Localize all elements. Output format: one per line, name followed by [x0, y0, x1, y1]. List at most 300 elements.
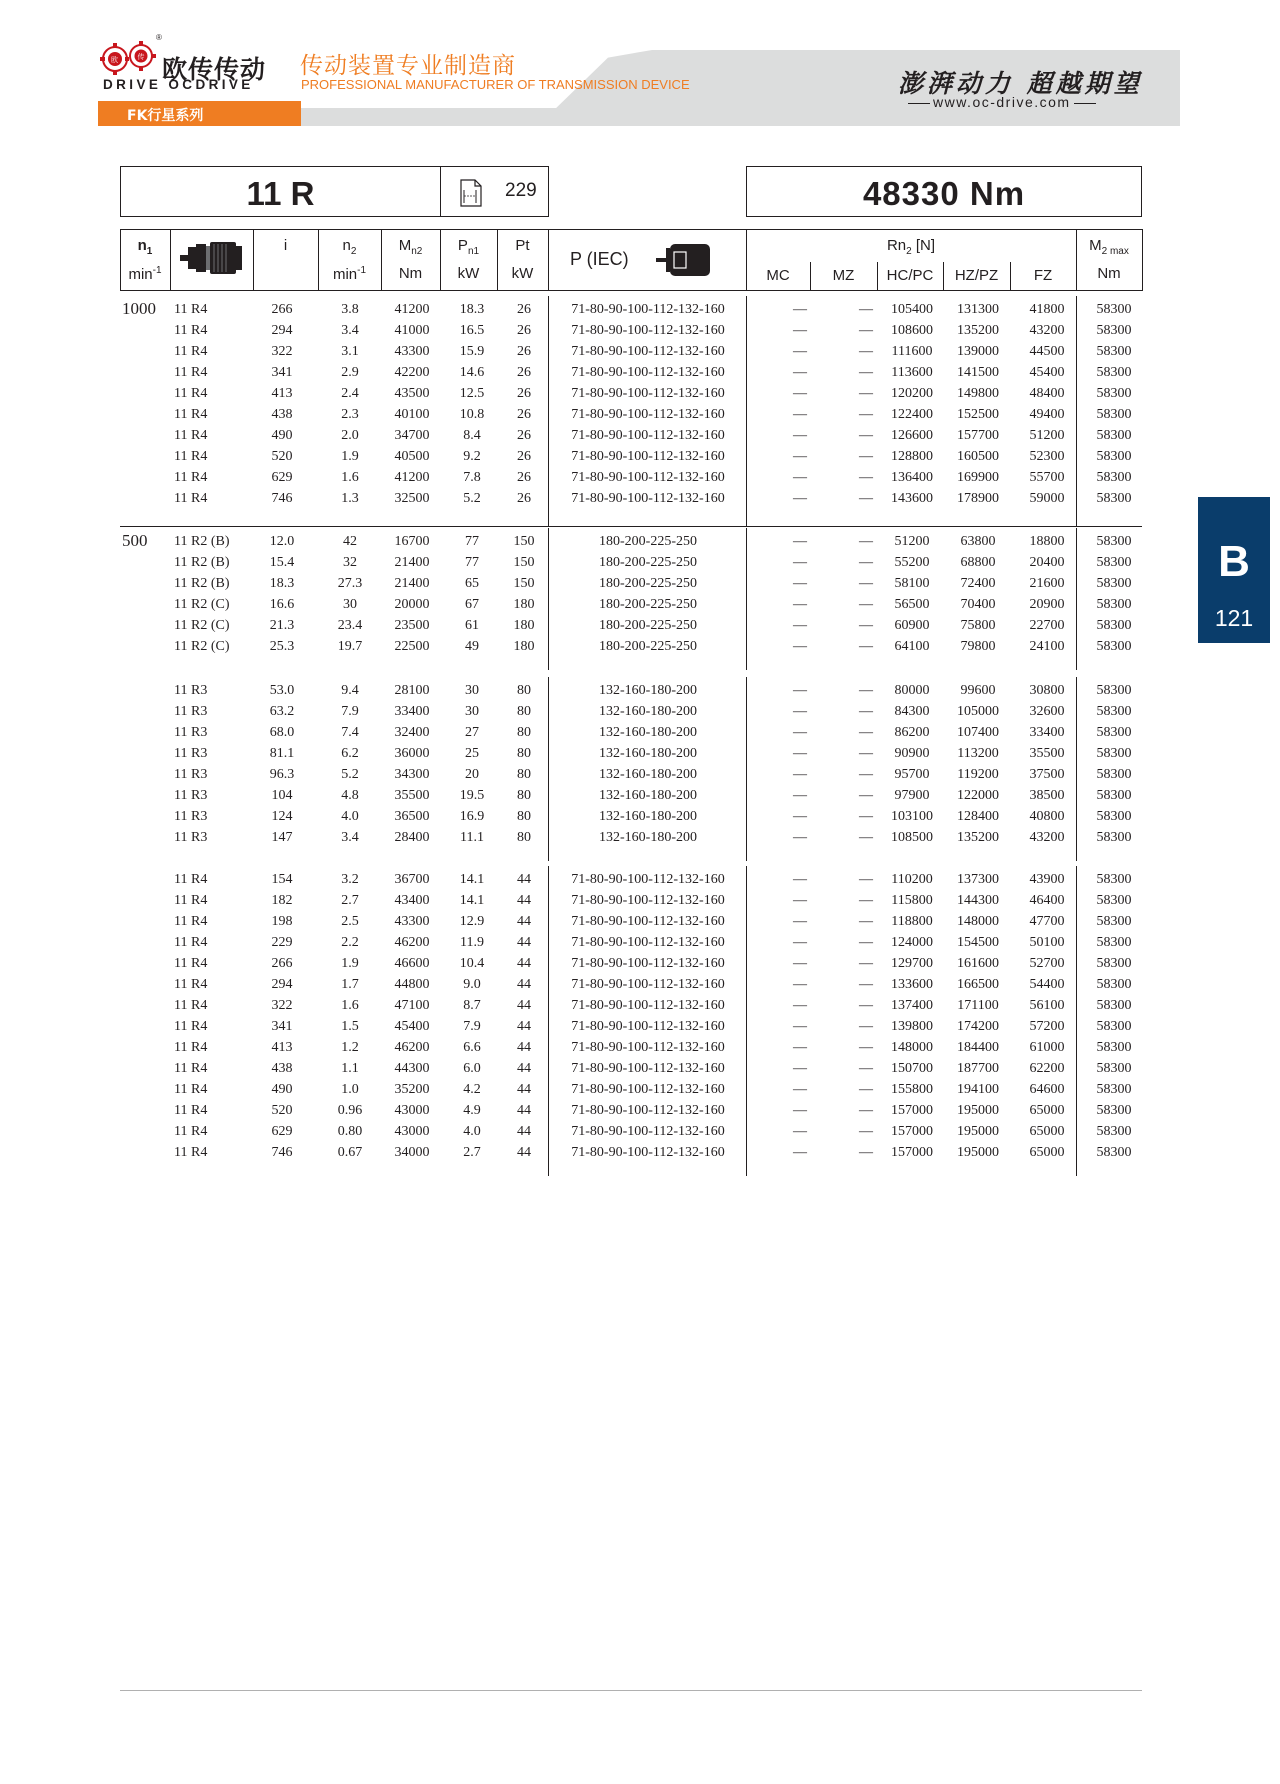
table-cell: 11 R4	[174, 1124, 208, 1139]
table-cell: 11 R4	[174, 470, 208, 485]
table-cell: 124	[271, 809, 293, 824]
table-cell: 629	[271, 1124, 293, 1139]
table-cell: 413	[271, 1040, 293, 1055]
table-cell: 24100	[1029, 639, 1065, 654]
table-cell: 16.9	[459, 809, 485, 824]
body-col-rule	[1076, 528, 1077, 670]
table-cell: 11 R4	[174, 323, 208, 338]
table-cell: 71-80-90-100-112-132-160	[571, 1061, 725, 1076]
table-cell: 71-80-90-100-112-132-160	[571, 1124, 725, 1139]
table-cell: 7.9	[341, 704, 359, 719]
table-cell: 12.9	[459, 914, 485, 929]
group-separator	[120, 526, 1142, 527]
table-cell: 20900	[1029, 597, 1065, 612]
table-cell: 1.6	[341, 470, 359, 485]
col-rule	[548, 229, 549, 291]
table-cell: 77	[465, 555, 479, 570]
table-cell: 11 R3	[174, 830, 208, 845]
table-cell: 11 R2 (B)	[174, 555, 230, 570]
table-row	[0, 1143, 1280, 1164]
table-cell: 154500	[957, 935, 999, 950]
table-cell: 58300	[1096, 893, 1132, 908]
table-cell: —	[793, 344, 807, 359]
table-cell: 80	[517, 725, 531, 740]
table-cell: 71-80-90-100-112-132-160	[571, 1019, 725, 1034]
table-cell: —	[793, 1145, 807, 1160]
table-cell: 71-80-90-100-112-132-160	[571, 977, 725, 992]
table-cell: 322	[271, 998, 293, 1013]
table-cell: 11 R4	[174, 893, 208, 908]
table-cell: 147	[271, 830, 293, 845]
table-cell: 11 R4	[174, 407, 208, 422]
table-cell: 135200	[957, 323, 999, 338]
table-cell: 2.4	[341, 386, 359, 401]
table-cell: 139800	[891, 1019, 933, 1034]
table-cell: —	[859, 470, 873, 485]
col-n1	[120, 237, 170, 257]
table-row	[0, 912, 1280, 933]
table-cell: 154	[271, 872, 293, 887]
table-cell: —	[793, 576, 807, 591]
table-cell: 65000	[1029, 1124, 1065, 1139]
table-row	[0, 616, 1280, 637]
table-cell: 413	[271, 386, 293, 401]
table-cell: 44	[517, 1124, 531, 1139]
table-cell: 71-80-90-100-112-132-160	[571, 470, 725, 485]
table-cell: 28400	[394, 830, 430, 845]
table-cell: 21400	[394, 555, 430, 570]
table-cell: 103100	[891, 809, 933, 824]
table-cell: 180	[513, 597, 535, 612]
table-cell: 341	[271, 365, 293, 380]
table-cell: 11 R4	[174, 914, 208, 929]
table-cell: 44	[517, 935, 531, 950]
table-cell: 490	[271, 428, 293, 443]
table-cell: 80	[517, 683, 531, 698]
col-m2max-sub: 2 max	[1101, 246, 1129, 257]
table-cell: 35500	[394, 788, 430, 803]
table-cell: 132-160-180-200	[599, 767, 697, 782]
table-cell: 2.5	[341, 914, 359, 929]
table-cell: —	[793, 386, 807, 401]
table-cell: —	[793, 683, 807, 698]
table-cell: 58300	[1096, 1103, 1132, 1118]
table-cell: 4.0	[341, 809, 359, 824]
table-cell: 67	[465, 597, 479, 612]
table-cell: 58100	[894, 576, 930, 591]
table-cell: 157000	[891, 1103, 933, 1118]
col-n2-unit-text: min	[332, 266, 358, 283]
table-cell: 161600	[957, 956, 999, 971]
body-col-rule	[746, 866, 747, 1176]
table-cell: 152500	[957, 407, 999, 422]
svg-text:欧: 欧	[111, 56, 118, 64]
table-cell: 0.67	[337, 1145, 363, 1160]
table-cell: 126600	[891, 428, 933, 443]
table-cell: 80	[517, 809, 531, 824]
table-cell: 71-80-90-100-112-132-160	[571, 1082, 725, 1097]
table-cell: 135200	[957, 830, 999, 845]
table-cell: 438	[271, 1061, 293, 1076]
table-cell: 45400	[1029, 365, 1065, 380]
table-cell: 11 R2 (C)	[174, 639, 230, 654]
table-cell: 629	[271, 470, 293, 485]
col-pn1-sub: n1	[467, 246, 480, 257]
table-cell: 63.2	[269, 704, 295, 719]
table-cell: 11 R2 (B)	[174, 534, 230, 549]
table-cell: 44	[517, 1061, 531, 1076]
table-cell: —	[859, 809, 873, 824]
table-cell: 71-80-90-100-112-132-160	[571, 407, 725, 422]
table-row	[0, 1017, 1280, 1038]
table-cell: —	[793, 704, 807, 719]
table-cell: 27	[465, 725, 479, 740]
table-cell: —	[859, 830, 873, 845]
table-cell: 229	[271, 935, 293, 950]
table-cell: 16.6	[269, 597, 295, 612]
table-cell: 49400	[1029, 407, 1065, 422]
table-cell: 35200	[394, 1082, 430, 1097]
table-cell: 111600	[891, 344, 933, 359]
table-cell: 63800	[960, 534, 996, 549]
table-cell: 141500	[957, 365, 999, 380]
table-row	[0, 342, 1280, 363]
table-cell: 438	[271, 407, 293, 422]
svg-text:传: 传	[137, 53, 145, 61]
table-cell: 149800	[957, 386, 999, 401]
table-cell: 7.9	[463, 1019, 481, 1034]
col-m2max	[1076, 237, 1142, 257]
website-left-rule	[908, 103, 930, 104]
table-cell: 11 R4	[174, 491, 208, 506]
table-cell: 58300	[1096, 956, 1132, 971]
table-cell: —	[793, 998, 807, 1013]
table-cell: —	[859, 597, 873, 612]
table-row	[0, 681, 1280, 702]
table-cell: 80	[517, 788, 531, 803]
table-cell: 11 R4	[174, 956, 208, 971]
table-row	[0, 1122, 1280, 1143]
table-cell: 3.2	[341, 872, 359, 887]
table-cell: 120200	[891, 386, 933, 401]
table-cell: 61	[465, 618, 479, 633]
table-cell: —	[793, 365, 807, 380]
table-row	[0, 723, 1280, 744]
table-cell: —	[793, 1103, 807, 1118]
table-cell: 37500	[1029, 767, 1065, 782]
col-n1-sym: n	[137, 237, 147, 254]
table-row	[0, 996, 1280, 1017]
gear-logo-icon	[98, 38, 160, 78]
table-cell: 128800	[891, 449, 933, 464]
table-cell: 26	[517, 491, 531, 506]
registered-mark: ®	[156, 33, 162, 42]
table-cell: 97900	[894, 788, 930, 803]
table-cell: 180-200-225-250	[599, 576, 697, 591]
table-cell: 58300	[1096, 683, 1132, 698]
tagline-en: PROFESSIONAL MANUFACTURER OF TRANSMISSION DEVICE	[301, 77, 690, 92]
table-cell: 157700	[957, 428, 999, 443]
table-cell: 71-80-90-100-112-132-160	[571, 386, 725, 401]
table-cell: 26	[517, 449, 531, 464]
table-cell: 139000	[957, 344, 999, 359]
table-cell: 148000	[891, 1040, 933, 1055]
table-cell: 520	[271, 449, 293, 464]
table-cell: —	[793, 597, 807, 612]
table-cell: 47100	[394, 998, 430, 1013]
table-cell: 54400	[1029, 977, 1065, 992]
table-cell: 41200	[394, 302, 430, 317]
table-cell: 32	[343, 555, 357, 570]
table-cell: 174200	[957, 1019, 999, 1034]
table-cell: 12.0	[269, 534, 295, 549]
slogan: 澎湃动力 超越期望	[898, 69, 1143, 98]
col-mn2-unit: Nm	[398, 265, 423, 282]
table-cell: 52300	[1029, 449, 1065, 464]
table-cell: —	[793, 767, 807, 782]
table-cell: —	[859, 956, 873, 971]
table-cell: 11 R4	[174, 1103, 208, 1118]
table-cell: 58300	[1096, 998, 1132, 1013]
table-row	[0, 828, 1280, 849]
table-cell: 46200	[394, 935, 430, 950]
table-cell: 84300	[894, 704, 930, 719]
table-cell: 44	[517, 893, 531, 908]
table-cell: 71-80-90-100-112-132-160	[571, 893, 725, 908]
table-cell: 21600	[1029, 576, 1065, 591]
table-cell: 0.80	[337, 1124, 363, 1139]
col-n1-unit	[120, 265, 170, 283]
table-cell: 107400	[957, 725, 999, 740]
table-cell: 25	[465, 746, 479, 761]
table-cell: 58300	[1096, 639, 1132, 654]
col-hcpc: HC/PC	[886, 267, 934, 284]
table-cell: 64600	[1029, 1082, 1065, 1097]
table-cell: 44300	[394, 1061, 430, 1076]
table-cell: 11 R3	[174, 809, 208, 824]
table-cell: 71-80-90-100-112-132-160	[571, 935, 725, 950]
table-cell: 72400	[960, 576, 996, 591]
table-cell: 55700	[1029, 470, 1065, 485]
table-cell: 20400	[1029, 555, 1065, 570]
table-cell: 58300	[1096, 344, 1132, 359]
torque-title: 48330 Nm	[862, 175, 1026, 212]
table-cell: 95700	[894, 767, 930, 782]
table-cell: 58300	[1096, 323, 1132, 338]
table-cell: 1.3	[341, 491, 359, 506]
table-cell: 11 R3	[174, 725, 208, 740]
table-cell: 14.1	[459, 872, 485, 887]
table-cell: —	[859, 893, 873, 908]
table-cell: —	[859, 1040, 873, 1055]
table-row	[0, 489, 1280, 510]
website	[905, 94, 1099, 110]
table-cell: 3.4	[341, 830, 359, 845]
table-cell: 155800	[891, 1082, 933, 1097]
table-cell: 182	[271, 893, 293, 908]
table-cell: —	[793, 1040, 807, 1055]
table-cell: 58300	[1096, 788, 1132, 803]
col-n1-sub: 1	[146, 246, 153, 257]
table-cell: 4.8	[341, 788, 359, 803]
page-number: 121	[1214, 605, 1254, 631]
table-cell: 9.2	[463, 449, 481, 464]
table-cell: 40500	[394, 449, 430, 464]
body-col-rule	[746, 296, 747, 526]
table-cell: —	[793, 534, 807, 549]
table-cell: 18.3	[269, 576, 295, 591]
col-rn2-sub: 2	[906, 246, 912, 257]
table-cell: 105000	[957, 704, 999, 719]
body-col-rule	[548, 296, 549, 526]
table-cell: 33400	[394, 704, 430, 719]
table-cell: 58300	[1096, 872, 1132, 887]
table-cell: 22700	[1029, 618, 1065, 633]
table-cell: 266	[271, 956, 293, 971]
table-cell: 71-80-90-100-112-132-160	[571, 365, 725, 380]
table-cell: 11 R3	[174, 746, 208, 761]
table-cell: 27.3	[337, 576, 363, 591]
n1-group-value: 1000	[122, 299, 156, 318]
table-cell: 119200	[957, 767, 999, 782]
table-cell: —	[859, 534, 873, 549]
table-cell: 7.8	[463, 470, 481, 485]
table-cell: 5.2	[463, 491, 481, 506]
table-cell: 137300	[957, 872, 999, 887]
table-cell: 110200	[891, 872, 933, 887]
table-cell: 2.7	[463, 1145, 481, 1160]
table-cell: 5.2	[341, 767, 359, 782]
col-i: i	[283, 237, 288, 254]
table-cell: 90900	[894, 746, 930, 761]
table-cell: 68800	[960, 555, 996, 570]
table-cell: 36500	[394, 809, 430, 824]
table-cell: 11 R4	[174, 386, 208, 401]
website-right-rule	[1074, 103, 1096, 104]
table-cell: 11 R2 (C)	[174, 618, 230, 633]
table-cell: 11 R3	[174, 683, 208, 698]
table-cell: 58300	[1096, 725, 1132, 740]
table-row	[0, 744, 1280, 765]
col-m2max-sym: M	[1089, 237, 1102, 254]
table-cell: 8.7	[463, 998, 481, 1013]
table-cell: 195000	[957, 1124, 999, 1139]
table-cell: 746	[271, 1145, 293, 1160]
table-cell: 1.0	[341, 1082, 359, 1097]
table-cell: 11 R3	[174, 704, 208, 719]
table-cell: 71-80-90-100-112-132-160	[571, 302, 725, 317]
body-col-rule	[746, 528, 747, 670]
table-cell: 21.3	[269, 618, 295, 633]
table-cell: 11 R4	[174, 935, 208, 950]
table-cell: 58300	[1096, 1019, 1132, 1034]
table-cell: 58300	[1096, 365, 1132, 380]
table-cell: 10.8	[459, 407, 485, 422]
table-cell: 34000	[394, 1145, 430, 1160]
table-cell: 47700	[1029, 914, 1065, 929]
body-col-rule	[746, 677, 747, 861]
col-n2	[318, 237, 381, 257]
table-cell: 26	[517, 365, 531, 380]
col-fz: FZ	[1033, 267, 1053, 284]
table-row	[0, 447, 1280, 468]
table-cell: 26	[517, 470, 531, 485]
table-cell: 132-160-180-200	[599, 809, 697, 824]
table-cell: 33400	[1029, 725, 1065, 740]
table-cell: 43200	[1029, 830, 1065, 845]
footer-rule	[120, 1690, 1142, 1691]
table-row	[0, 933, 1280, 954]
section-tab	[1198, 497, 1270, 643]
table-row	[0, 1080, 1280, 1101]
table-cell: 108600	[891, 323, 933, 338]
table-cell: 58300	[1096, 1040, 1132, 1055]
table-cell: 25.3	[269, 639, 295, 654]
brand-name-cn: 欧传传动	[162, 55, 267, 84]
table-cell: 11 R4	[174, 872, 208, 887]
table-cell: 59000	[1029, 491, 1065, 506]
table-cell: —	[793, 935, 807, 950]
table-cell: 129700	[891, 956, 933, 971]
table-cell: 11 R3	[174, 767, 208, 782]
table-cell: 16700	[394, 534, 430, 549]
table-cell: —	[793, 746, 807, 761]
table-cell: 6.6	[463, 1040, 481, 1055]
table-cell: 6.0	[463, 1061, 481, 1076]
table-row	[0, 1101, 1280, 1122]
table-cell: 77	[465, 534, 479, 549]
table-cell: 9.0	[463, 977, 481, 992]
table-cell: 180-200-225-250	[599, 597, 697, 612]
table-cell: 1.1	[341, 1061, 359, 1076]
table-cell: 11 R4	[174, 998, 208, 1013]
table-cell: 2.7	[341, 893, 359, 908]
table-cell: 36000	[394, 746, 430, 761]
table-row	[0, 553, 1280, 574]
table-cell: 23500	[394, 618, 430, 633]
table-row	[0, 321, 1280, 342]
table-cell: 2.9	[341, 365, 359, 380]
table-cell: 43000	[394, 1103, 430, 1118]
table-cell: 2.0	[341, 428, 359, 443]
table-cell: 19.5	[459, 788, 485, 803]
table-cell: 26	[517, 302, 531, 317]
table-cell: 6.2	[341, 746, 359, 761]
table-cell: —	[793, 491, 807, 506]
table-cell: 26	[517, 407, 531, 422]
table-cell: —	[793, 1019, 807, 1034]
col-mz: MZ	[832, 267, 855, 284]
col-n2-sub: 2	[350, 246, 357, 257]
table-cell: 43000	[394, 1124, 430, 1139]
table-cell: —	[859, 767, 873, 782]
col-rn2-unit: [N]	[915, 237, 936, 254]
table-cell: 132-160-180-200	[599, 683, 697, 698]
table-cell: 53.0	[269, 683, 295, 698]
table-cell: 44	[517, 1082, 531, 1097]
table-cell: 195000	[957, 1103, 999, 1118]
table-cell: 43200	[1029, 323, 1065, 338]
table-cell: 22500	[394, 639, 430, 654]
table-cell: —	[859, 998, 873, 1013]
table-cell: 62200	[1029, 1061, 1065, 1076]
table-cell: 71-80-90-100-112-132-160	[571, 344, 725, 359]
table-cell: 11 R4	[174, 1061, 208, 1076]
table-cell: 58300	[1096, 746, 1132, 761]
model-title: 11 R	[246, 175, 315, 212]
table-cell: 58300	[1096, 935, 1132, 950]
table-cell: 157000	[891, 1145, 933, 1160]
